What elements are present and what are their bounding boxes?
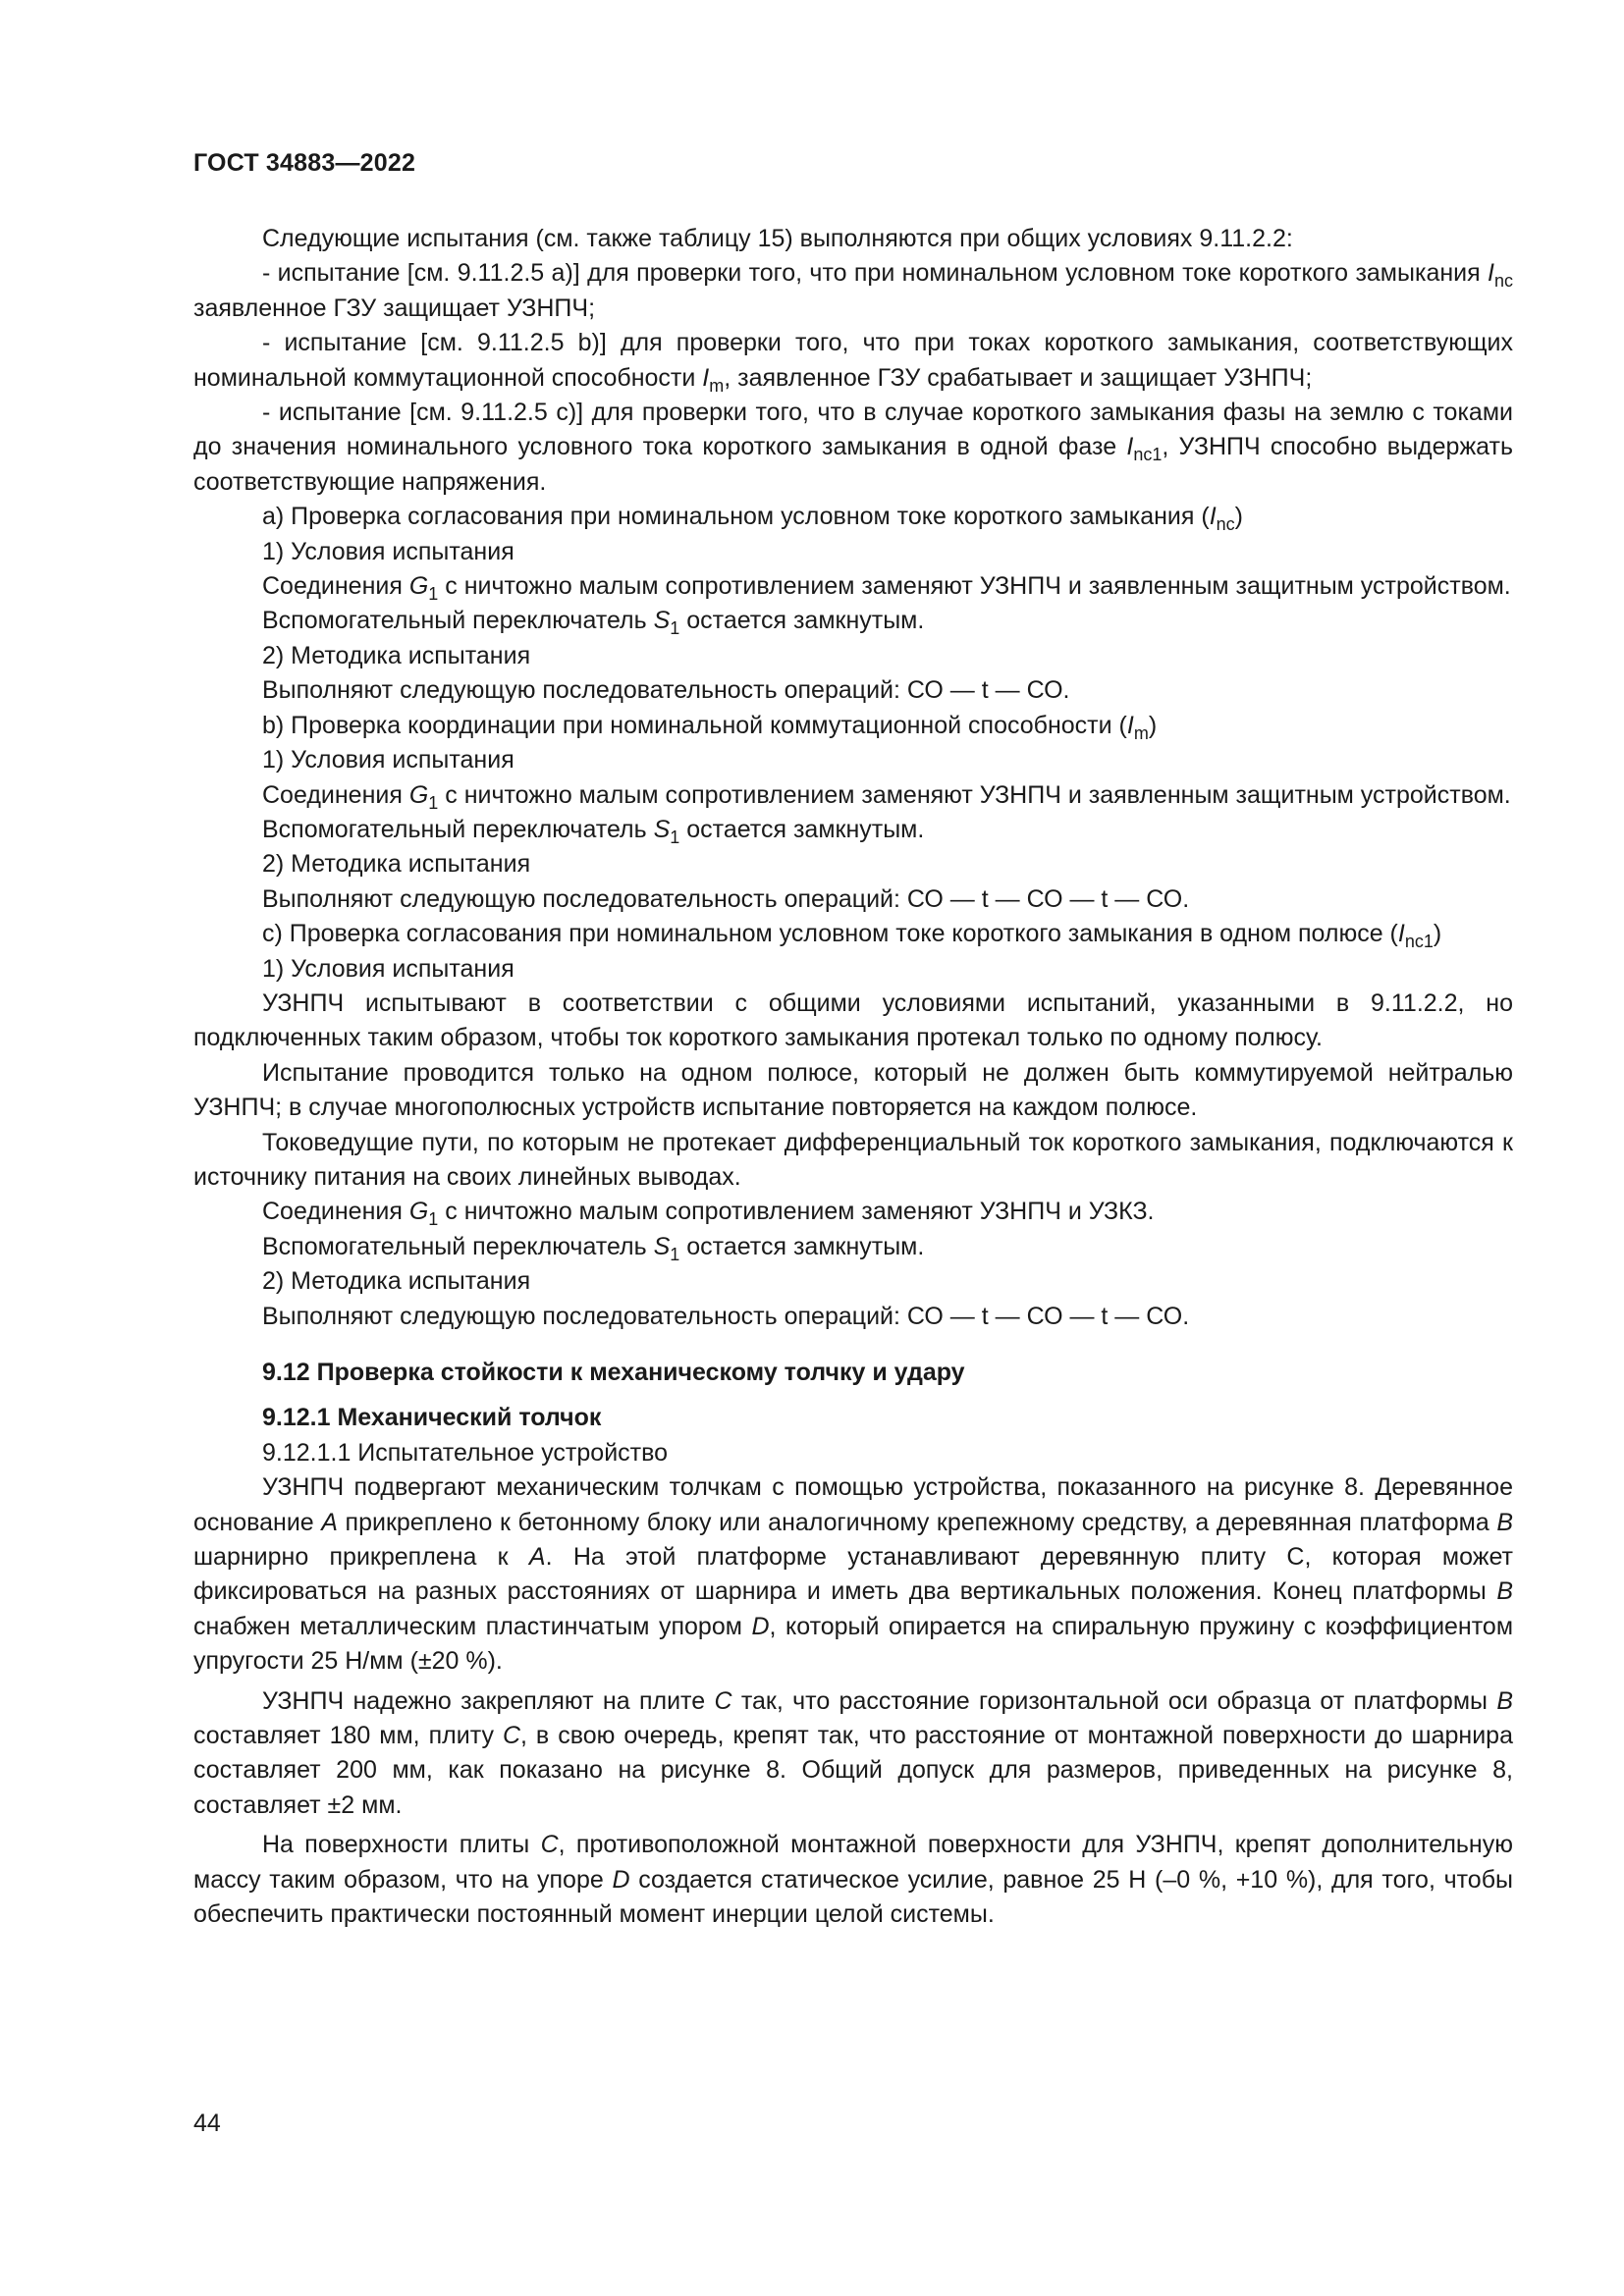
paragraph: с) Проверка согласования при номинальном условном токе короткого замыкания в одном полюсе $(I_{nc1})$ <box>262 920 1442 951</box>
paragraph: Выполняют следующую последовательность операций: СО — t — СО — t — СО. <box>262 884 1190 913</box>
paragraph: 2) Методика испытания <box>262 850 531 879</box>
paragraph: УЗНПЧ подвергают механическим толчкам с помощью устройства, показанного на рисунке 8. Деревянное основание A прикреплено к бетонному блоку или аналогичному крепежному средству, а деревянная платформа B шарнирно прикреплена к A. На этой платформе устанавливают деревянную плиту С, которая может фиксироваться на разных расстояниях от шарнира и иметь два вертикальных положения. Конец платформы B снабжен металлическим пластинчатым упором D, который опирается на спиральную пружину с коэффициентом упругости 25 Н/мм (±20 %). <box>193 1473 1514 1676</box>
paragraph: Испытание проводится только на одном полюсе, который не должен быть коммутируемой нейтралью УЗНПЧ; в случае многополюсных устройств испытание повторяется на каждом полюсе. <box>193 1058 1513 1122</box>
paragraph: Вспомогательный переключатель $S_1$ остается замкнутым. <box>262 815 925 847</box>
section-heading: 9.12 Проверка стойкости к механическому толчку и удару <box>262 1359 965 1386</box>
paragraph: Токоведущие пути, по которым не протекает дифференциальный ток короткого замыкания, подключаются к источнику питания на своих линейных выводах. <box>193 1128 1513 1191</box>
paragraph: Вспомогательный переключатель $S_1$ остается замкнутым. <box>262 607 925 639</box>
paragraph: Соединения $G_1$ с ничтожно малым сопротивлением заменяют УЗНПЧ и заявленным защитным устройством. <box>262 572 1511 604</box>
subsection-heading: 9.12.1 Механический толчок <box>262 1404 602 1432</box>
paragraph: а) Проверка согласования при номинальном условном токе короткого замыкания $(I_{nc})$ <box>262 503 1243 534</box>
paragraph: b) Проверка координации при номинальной коммутационной способности $(I_m)$ <box>262 711 1158 743</box>
paragraph: Выполняют следующую последовательность операций: СО — t — СО — t — СО. <box>262 1302 1190 1330</box>
paragraph: - испытание [см. 9.11.2.5 b)] для проверки того, что при токах короткого замыкания, соответствующих номинальной коммутационной способности $I_m$, заявленное ГЗУ срабатывает и защищает УЗНПЧ; <box>193 329 1513 396</box>
paragraph: УЗНПЧ испытывают в соответствии с общими условиями испытаний, указанными в 9.11.2.2, но подключенных таким образом, чтобы ток короткого замыкания протекал только по одному полюсу. <box>193 988 1513 1052</box>
paragraph: УЗНПЧ надежно закрепляют на плите C так, что расстояние горизонтальной оси образца от платформы B составляет 180 мм, плиту C, в свою очередь, крепят так, что расстояние от монтажной поверхности до шарнира составляет 200 мм, как показано на рисунке 8. Общий допуск для размеров, приведенных на рисунке 8, составляет ±2 мм. <box>193 1686 1513 1819</box>
paragraph: Следующие испытания (см. также таблицу 15) выполняются при общих условиях 9.11.2.2: <box>262 225 1293 252</box>
paragraph: 2) Методика испытания <box>262 1267 531 1296</box>
paragraph: - испытание [см. 9.11.2.5 с)] для проверки того, что в случае короткого замыкания фазы на землю с токами до значения номинального условного тока короткого замыкания в одной фазе $I_{nc1}$, УЗНПЧ способно выдержать соответствующие напряжения. <box>193 399 1513 496</box>
paragraph: Соединения $G_1$ с ничтожно малым сопротивлением заменяют УЗНПЧ и заявленным защитным устройством. <box>262 780 1511 813</box>
page-number: 44 <box>193 2109 221 2137</box>
paragraph: 2) Методика испытания <box>262 641 531 669</box>
document-header: ГОСТ 34883—2022 <box>193 149 416 177</box>
paragraph: На поверхности плиты C, противоположной монтажной поверхности для УЗНПЧ, крепят дополнительную массу таким образом, что на упоре D создается статическое усилие, равное 25 Н (–0 %, +10 %), для того, чтобы обеспечить практически постоянный момент инерции целой системы. <box>193 1831 1513 1929</box>
paragraph: 1) Условия испытания <box>262 954 514 983</box>
paragraph: 1) Условия испытания <box>262 746 514 774</box>
paragraph: Соединения $G_1$ с ничтожно малым сопротивлением заменяют УЗНПЧ и УЗКЗ. <box>262 1198 1155 1230</box>
paragraph: Выполняют следующую последовательность операций: СО — t — СО. <box>262 676 1070 705</box>
paragraph: 9.12.1.1 Испытательное устройство <box>262 1438 669 1467</box>
paragraph: Вспомогательный переключатель $S_1$ остается замкнутым. <box>262 1232 925 1264</box>
paragraph: - испытание [см. 9.11.2.5 а)] для проверки того, что при номинальном условном токе короткого замыкания $I_{nc}$ заявленное ГЗУ защищает УЗНПЧ; <box>193 259 1513 322</box>
document-body <box>193 222 1513 1933</box>
paragraph: 1) Условия испытания <box>262 537 514 565</box>
